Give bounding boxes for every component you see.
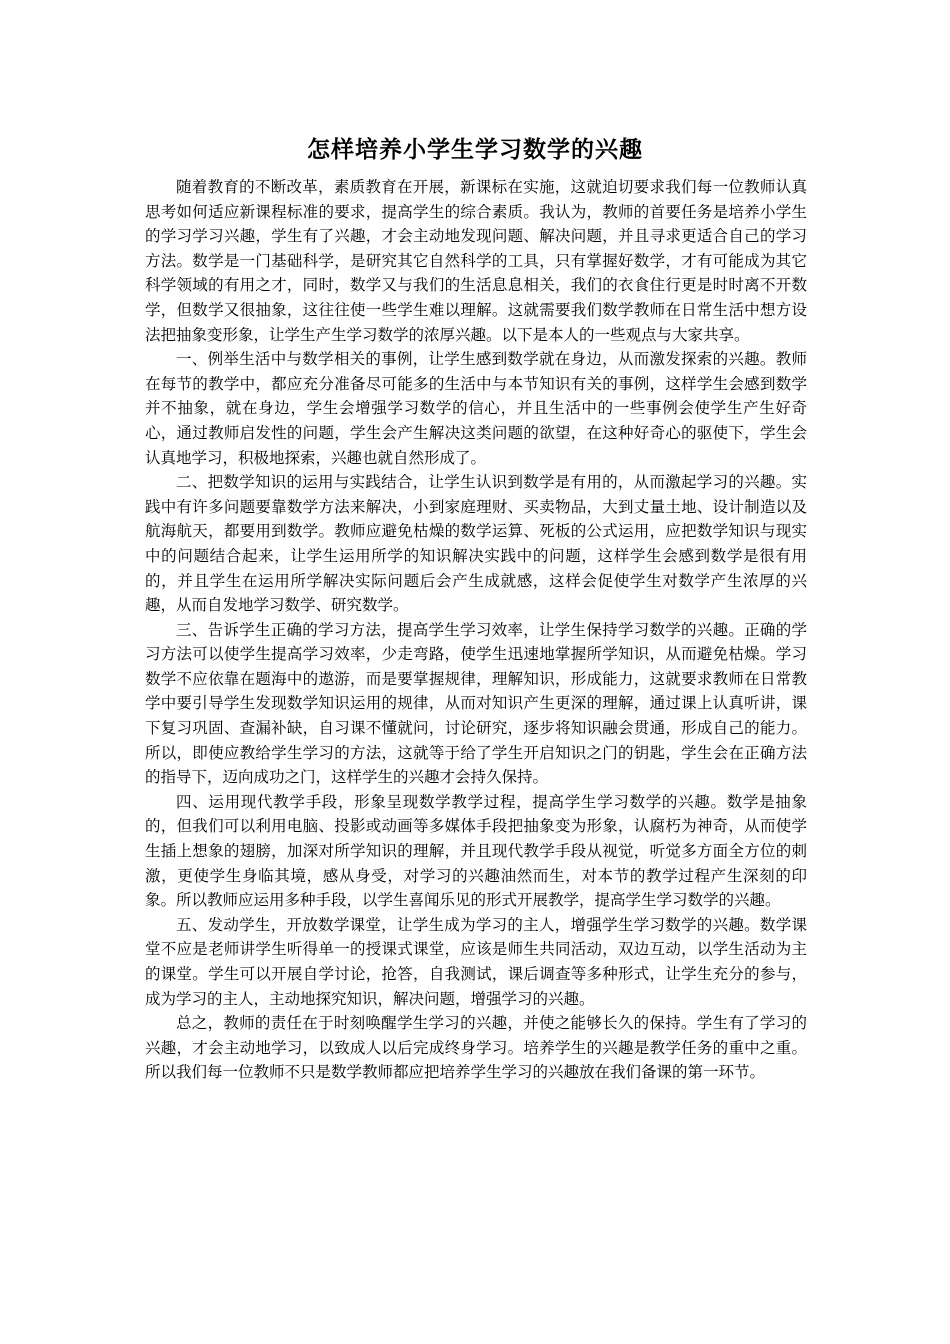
- document-body: [145, 175, 807, 1085]
- paragraph-conclusion: 总之，教师的责任在于时刻唤醒学生学习的兴趣，并使之能够长久的保持。学生有了学习的兴趣，才会主动地学习，以致成人以后完成终身学习。培养学生的兴趣是教学任务的重中之重。所以我们每一位教师不只是数学教师都应把培养学生学习的兴趣放在我们备课的第一环节。: [145, 1014, 807, 1082]
- paragraph-point-4: 四、运用现代教学手段，形象呈现数学教学过程，提高学生学习数学的兴趣。数学是抽象的，但我们可以利用电脑、投影或动画等多媒体手段把抽象变为形象，认腐朽为神奇，从而使学生插上想象的翅膀，加深对所学知识的理解，并且现代教学手段从视觉，听觉多方面全方位的刺激，更使学生身临其境，感从身受，对学习的兴趣油然而生，对本节的教学过程产生深刻的印象。所以教师应运用多种手段，以学生喜闻乐见的形式开展教学，提高学生学习数学的兴趣。: [145, 792, 807, 910]
- paragraph-point-5: 五、发动学生，开放数学课堂，让学生成为学习的主人，增强学生学习数学的兴趣。数学课堂不应是老师讲学生听得单一的授课式课堂，应该是师生共同活动，双边互动，以学生活动为主的课堂。学生可以开展自学讨论，抢答，自我测试，课后调查等多种形式，让学生充分的参与，成为学习的主人，主动地探究知识，解决问题，增强学习的兴趣。: [145, 915, 807, 1008]
- paragraph-point-2: 二、把数学知识的运用与实践结合，让学生认识到数学是有用的，从而激起学习的兴趣。实践中有许多问题要靠数学方法来解决，小到家庭理财、买卖物品，大到丈量土地、设计制造以及航海航天，都要用到数学。教师应避免枯燥的数学运算、死板的公式运用，应把数学知识与现实中的问题结合起来，让学生运用所学的知识解决实践中的问题，这样学生会感到数学是很有用的，并且学生在运用所学解决实际问题后会产生成就感，这样会促使学生对数学产生浓厚的兴趣，从而自发地学习数学、研究数学。: [145, 473, 807, 615]
- paragraph-intro: 随着教育的不断改革，素质教育在开展，新课标在实施，这就迫切要求我们每一位教师认真思考如何适应新课程标准的要求，提高学生的综合素质。我认为，教师的首要任务是培养小学生的学习学习兴趣，学生有了兴趣，才会主动地发现问题、解决问题，并且寻求更适合自己的学习方法。数学是一门基础科学，是研究其它自然科学的工具，只有掌握好数学，才有可能成为其它科学领域的有用之才，同时，数学又与我们的生活息息相关，我们的衣食住行更是时时离不开数学，但数学又很抽象，这往往使一些学生难以理解。这就需要我们数学教师在日常生活中想方设法把抽象变形象，让学生产生学习数学的浓厚兴趣。以下是本人的一些观点与大家共享。: [145, 178, 807, 344]
- document-title: 怎样培养小学生学习数学的兴趣: [307, 137, 643, 163]
- paragraph-point-3: 三、告诉学生正确的学习方法，提高学生学习效率，让学生保持学习数学的兴趣。正确的学习方法可以使学生提高学习效率，少走弯路，使学生迅速地掌握所学知识，从而避免枯燥。学习数学不应依靠在题海中的遨游，而是要掌握规律，理解知识，形成能力，这就要求教师在日常教学中要引导学生发现数学知识运用的规律，从而对知识产生更深的理解，通过课上认真听讲，课下复习巩固、查漏补缺，自习课不懂就问，讨论研究，逐步将知识融会贯通，形成自己的能力。所以，即使应教给学生学习的方法，这就等于给了学生开启知识之门的钥匙，学生会在正确方法的指导下，迈向成功之门，这样学生的兴趣才会持久保持。: [145, 620, 807, 787]
- paragraph-point-1: 一、例举生活中与数学相关的事例，让学生感到数学就在身边，从而激发探索的兴趣。教师在每节的教学中，都应充分准备尽可能多的生活中与本节知识有关的事例，这样学生会感到数学并不抽象，就在身边，学生会增强学习数学的信心，并且生活中的一些事例会使学生产生好奇心，通过教师启发性的问题，学生会产生解决这类问题的欲望，在这种好奇心的驱使下，学生会认真地学习，积极地探索，兴趣也就自然形成了。: [145, 350, 807, 467]
